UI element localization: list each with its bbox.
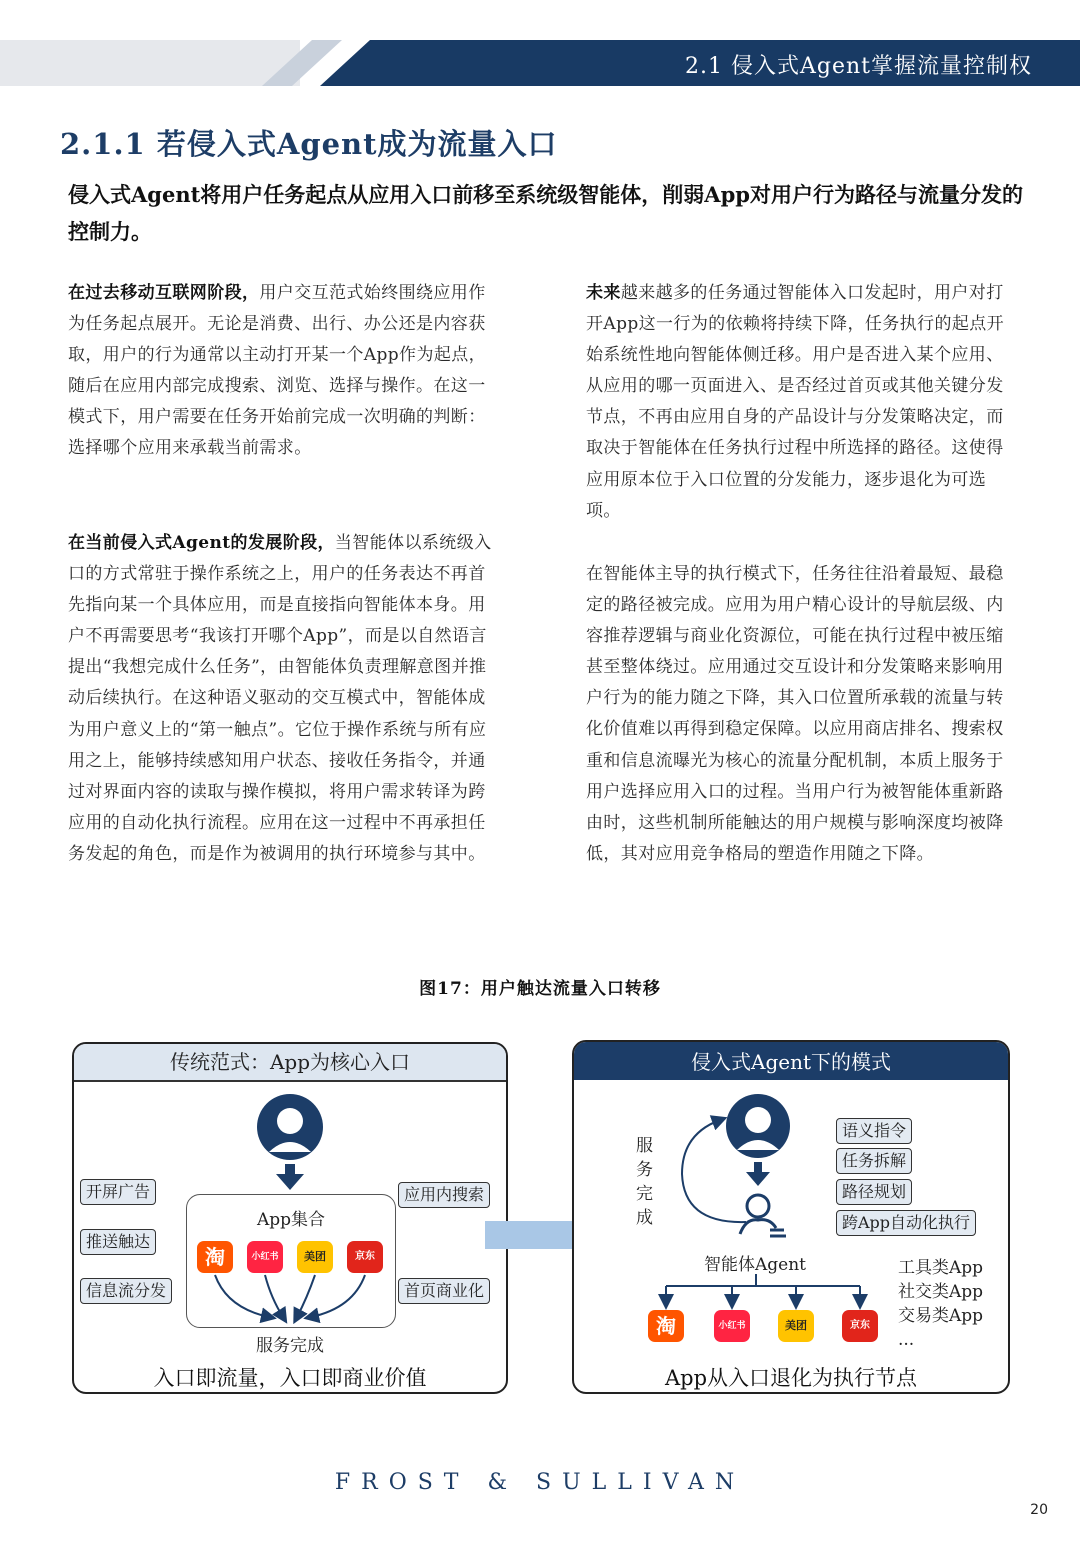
jd-icon: 京东 [347, 1241, 383, 1273]
left-p1-bold: 在过去移动互联网阶段， [68, 283, 260, 303]
user-agent-loop [674, 1094, 794, 1254]
tag-push: 推送触达 [80, 1229, 156, 1255]
app-types [898, 1256, 983, 1352]
distribution-tree [644, 1274, 884, 1310]
app-type-more: ... [898, 1330, 915, 1350]
tag-semantic-instruction: 语义指令 [836, 1118, 912, 1144]
right-p2-text: 在智能体主导的执行模式下，任务往往沿着最短、最稳定的路径被完成。应用为用户精心设计的导航层级、内容推荐逻辑与商业化资源位，可能在执行过程中被压缩甚至整体绕过。应用通过交互设计和分发策略来影响用户行为的能力随之下降，其入口位置所承载的流量与转化价值难以再得到稳定保障。以应用商店排名、搜索权重和信息流曝光为核心的流量分配机制，本质上服务于用户选择应用入口的过程。当用户行为被智能体重新路由时，这些机制所能触达的用户规模与影响深度均被降低，其对应用竞争格局的塑造作用随之下降。 [586, 564, 1004, 864]
right-column-p2 [586, 559, 1016, 870]
xiaohongshu-icon: 小红书 [714, 1310, 750, 1342]
service-complete-vertical [636, 1134, 656, 1230]
page-number: 20 [1030, 1502, 1048, 1518]
vchar: 服 [636, 1136, 653, 1156]
jd-icon: 京东 [842, 1310, 878, 1342]
tag-feed: 信息流分发 [80, 1278, 172, 1304]
right-p1-text: 越来越多的任务通过智能体入口发起时，用户对打开App这一行为的依赖将持续下降，任务执行的起点开始系统性地向智能体侧迁移。用户是否进入某个应用、从应用的哪一页面进入、是否经过首页或其他关键分发节点，不再由应用自身的产品设计与分发策略决定，而取决于智能体在任务执行过程中所选择的路径。这使得应用原本位于入口位置的分发能力，逐步退化为可选项。 [586, 283, 1005, 521]
app-type-trade: 交易类App [898, 1306, 984, 1326]
left-p2-text: 当智能体以系统级入口的方式常驻于操作系统之上，用户的任务表达不再首先指向某一个具体应用，而是直接指向智能体本身。用户不再需要思考“我该打开哪个App”，而是以自然语言提出“我想完成什么任务”，由智能体负责理解意图并推动后续执行。在这种语义驱动的交互模式中，智能体成为用户意义上的“第一触点”。它位于操作系统与所有应用之上，能够持续感知用户状态、接收任务指令，并通过对界面内容的读取与操作模拟，将用户需求转译为跨应用的自动化执行流程。应用在这一过程中不再承担任务发起的角色，而是作为被调用的执行环境参与其中。 [68, 533, 492, 864]
vchar: 完 [636, 1184, 653, 1204]
right-column-p1 [586, 278, 1016, 527]
header-band [0, 40, 1080, 86]
tag-splash-ad: 开屏广告 [80, 1179, 156, 1205]
app-type-social: 社交类App [898, 1282, 984, 1302]
left-panel [72, 1042, 508, 1394]
left-column-p2 [68, 528, 498, 870]
right-panel-bottom: App从入口退化为执行节点 [664, 1366, 918, 1390]
app-type-tool: 工具类App [898, 1258, 984, 1278]
lead-paragraph: 侵入式Agent将用户任务起点从应用入口前移至系统级智能体，削弱App对用户行为路径与流量分发的控制力。 [68, 182, 1023, 244]
tag-path-planning: 路径规划 [836, 1179, 912, 1205]
right-panel-title: 侵入式Agent下的模式 [574, 1042, 1008, 1080]
user-icon [252, 1094, 328, 1190]
xiaohongshu-icon: 小红书 [247, 1241, 283, 1273]
converge-arrows [187, 1273, 395, 1325]
left-p1-text: 用户交互范式始终围绕应用作为任务起点展开。无论是消费、出行、办公还是内容获取，用户的行为通常以主动打开某一个App作为起点，随后在应用内部完成搜索、浏览、选择与操作。在这一模式下，用户需要在任务开始前完成一次明确的判断：选择哪个应用来承载当前需求。 [68, 283, 487, 459]
header-light-block [0, 40, 300, 86]
right-p1-bold: 未来 [586, 283, 621, 303]
section-title: 2.1.1 若侵入式Agent成为流量入口 [60, 127, 558, 161]
agent-label: 智能体Agent [704, 1255, 806, 1275]
service-complete-label: 服务完成 [256, 1336, 324, 1356]
tag-cross-app-automation: 跨App自动化执行 [836, 1210, 976, 1236]
tag-homepage-commerce: 首页商业化 [398, 1278, 490, 1304]
left-panel-bottom: 入口即流量，入口即商业价值 [153, 1366, 427, 1390]
header-title: 2.1 侵入式Agent掌握流量控制权 [685, 54, 1032, 79]
agent-icon [747, 1195, 769, 1217]
vchar: 务 [636, 1160, 653, 1180]
left-panel-title: 传统范式：App为核心入口 [74, 1044, 506, 1082]
vchar: 成 [636, 1208, 653, 1228]
tag-in-app-search: 应用内搜索 [398, 1182, 490, 1208]
left-p2-bold: 在当前侵入式Agent的发展阶段， [68, 533, 335, 553]
app-collection-label: App集合 [256, 1210, 326, 1230]
frost-sullivan-logo: FROST & SULLIVAN [334, 1470, 746, 1495]
meituan-icon: 美团 [778, 1310, 814, 1342]
tag-task-decomposition: 任务拆解 [836, 1148, 912, 1174]
taobao-icon: 淘 [197, 1241, 233, 1273]
meituan-icon: 美团 [297, 1241, 333, 1273]
taobao-icon: 淘 [648, 1310, 684, 1342]
right-panel [572, 1040, 1010, 1394]
app-collection-box [186, 1194, 396, 1328]
figure-caption: 图17：用户触达流量入口转移 [419, 979, 661, 999]
left-column-p1 [68, 278, 498, 465]
